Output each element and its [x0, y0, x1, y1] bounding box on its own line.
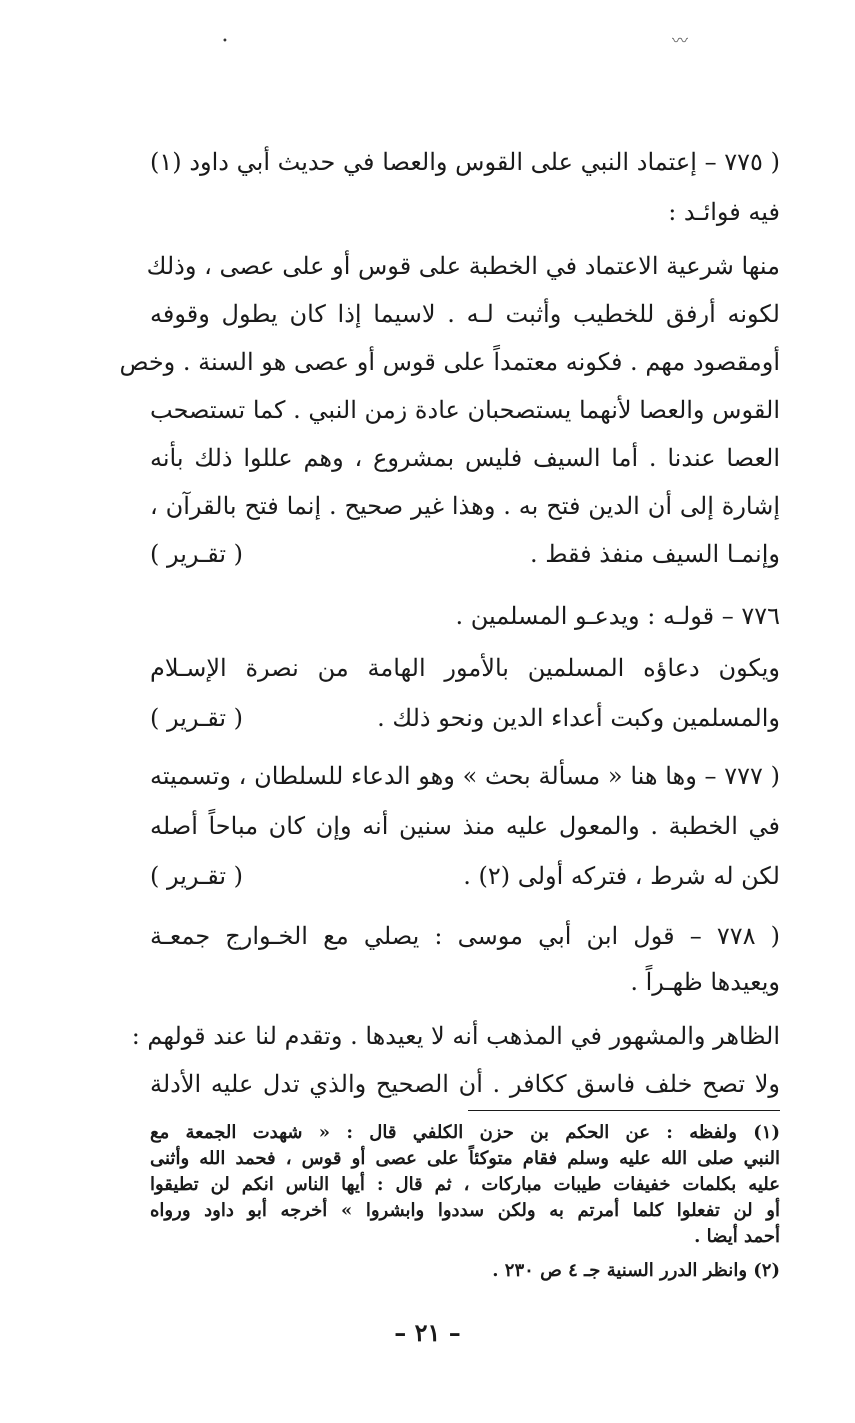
text-line: ولا تصح خلف فاسق ككافر . أن الصحيح والذي تدل عليه الأدلة — [150, 1070, 780, 1098]
text-line: منها شرعية الاعتماد في الخطبة على قوس أو على عصى ، وذلك — [146, 252, 780, 280]
line-text: والمسلمين وكبت أعداء الدين ونحو ذلك . — [377, 704, 780, 732]
footnote-line: (١) ولفظه : عن الحكم بن حزن الكلفي قال : « شهدت الجمعة مع — [150, 1122, 780, 1143]
text-line: إشارة إلى أن الدين فتح به . وهذا غير صحيح . إنما فتح بالقرآن ، — [150, 492, 780, 520]
text-line-with-tag — [150, 706, 780, 730]
text-line: فيه فوائـد : — [668, 198, 780, 226]
taqrir-tag: ( تقـرير ) — [150, 862, 243, 890]
footnote-divider — [468, 1110, 780, 1111]
footnote-line: النبي صلى الله عليه وسلم فقام متوكئاً على عصى أو قوس ، فحمد الله وأثنى — [150, 1148, 780, 1169]
text-line: لكونه أرفق للخطيب وأثبت لـه . لاسيما إذا كان يطول وقوفه — [150, 300, 780, 328]
text-line: ( ٧٧٥ – إعتماد النبي على القوس والعصا في حديث أبي داود (١) — [150, 148, 780, 176]
ink-dot: • — [222, 36, 228, 47]
footnote-line: أحمد أيضا . — [694, 1226, 780, 1247]
line-text: وإنمـا السيف منفذ فقط . — [529, 540, 780, 568]
text-line: في الخطبة . والمعول عليه منذ سنين أنه وإن كان مباحاً أصله — [150, 812, 780, 840]
line-text: لكن له شرط ، فتركه أولى (٢) . — [463, 862, 780, 890]
text-line-with-tag — [150, 864, 780, 888]
text-line: القوس والعصا لأنهما يستصحبان عادة زمن النبي . كما تستصحب — [150, 396, 780, 424]
handwritten-mark: 〰 — [672, 31, 689, 50]
text-line: ويكون دعاؤه المسلمين بالأمور الهامة من نصرة الإسـلام — [150, 654, 780, 682]
text-line-with-tag — [150, 542, 780, 566]
text-line: أومقصود مهم . فكونه معتمداً على قوس أو عصى هو السنة . وخص — [119, 348, 780, 376]
text-line: ٧٧٦ – قولـه : ويدعـو المسلمين . — [455, 602, 780, 630]
text-line: العصا عندنا . أما السيف فليس بمشروع ، وهم عللوا ذلك بأنه — [150, 444, 780, 472]
text-line: ( ٧٧٧ – وها هنا « مسألة بحث » وهو الدعاء للسلطان ، وتسميته — [150, 762, 780, 790]
text-line: ( ٧٧٨ – قول ابن أبي موسى : يصلي مع الخـوارج جمعـة — [150, 922, 780, 950]
text-line: ويعيدها ظهـراً . — [630, 968, 780, 996]
footnote-line: أو لن تفعلوا كلما أمرتم به ولكن سددوا وابشروا » أخرجه أبو داود ورواه — [150, 1200, 780, 1221]
taqrir-tag: ( تقـرير ) — [150, 540, 243, 568]
taqrir-tag: ( تقـرير ) — [150, 704, 243, 732]
footnote-line: عليه بكلمات خفيفات طيبات مباركات ، ثم قال : أيها الناس انكم لن تطيقوا — [150, 1174, 780, 1195]
footnote-line: (٢) وانظر الدرر السنية جـ ٤ ص ٢٣٠ . — [492, 1260, 780, 1281]
page-number: – ٢١ – — [394, 1318, 461, 1347]
text-line: الظاهر والمشهور في المذهب أنه لا يعيدها . وتقدم لنا عند قولهم : — [131, 1022, 780, 1050]
